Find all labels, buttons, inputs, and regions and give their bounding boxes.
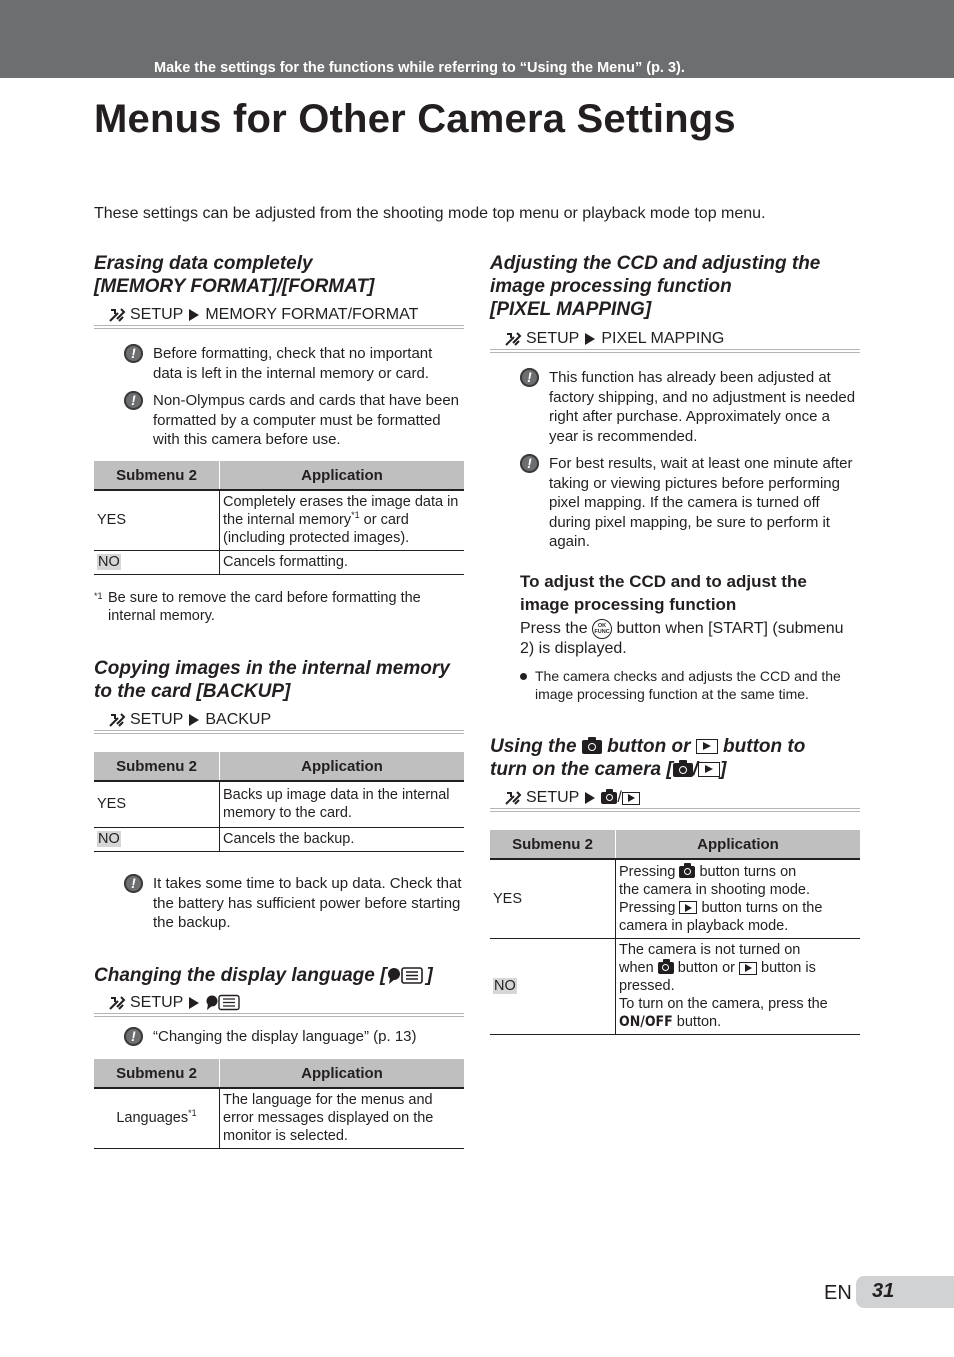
table-row: NO Cancels the backup. [94,827,464,851]
table-header-row: Submenu 2 Application [94,752,464,781]
arrow-right-icon [585,792,595,804]
backup-submenu-table [94,752,464,852]
page-number-tab [856,1276,954,1308]
page-title: Menus for Other Camera Settings [94,97,736,141]
arrow-right-icon [585,333,595,345]
wrench-tool-icon [108,995,126,1011]
language-icon [386,966,426,986]
pixel-mapping-menu-path: SETUP PIXEL MAPPING [490,330,860,353]
arrow-right-icon [189,309,199,321]
camera-icon [601,792,617,804]
pixel-mapping-section-title: Adjusting the CCD and adjusting the image processing function [PIXEL MAPPING] [490,253,821,320]
wrench-tool-icon [108,307,126,323]
backup-menu-path: SETUP BACKUP [94,711,464,734]
ok-func-button-icon: OK FUNC [592,619,612,639]
playback-icon [698,762,720,777]
playback-icon [739,962,757,975]
caution-note: ! Before formatting, check that no important data is left in the internal memory or card. [124,344,464,383]
caution-icon: ! [520,454,539,473]
table-row: YES Completely erases the image data in the internal memory$^{*1}$ or card (including protected images). [94,490,464,550]
bullet-dot [520,673,527,680]
caution-icon: ! [124,344,143,363]
camera-icon [658,962,674,974]
camera-icon [582,740,602,754]
language-code: EN [824,1282,852,1304]
language-submenu-table [94,1059,464,1149]
wrench-tool-icon [504,331,522,347]
table-header-row: Submenu 2 Application [490,830,860,859]
intro-text: These settings can be adjusted from the shooting mode top menu or playback mode top menu. [94,205,766,222]
power-button-section-title: Using the button or button to turn on the camera [ / ] [490,736,806,780]
menu-reference-note: Make the settings for the functions while referring to “Using the Menu” (p. 3). [154,60,685,76]
language-menu-path: SETUP [94,994,464,1017]
playback-icon [622,792,640,805]
footnote: *1 Be sure to remove the card before formatting the internal memory. [94,590,421,624]
table-row: YES Backs up image data in the internal memory to the card. [94,781,464,827]
table-row: NO The camera is not turned on when button or button is pressed. To turn on the camera, press the ON/OFF button. [490,938,860,1034]
bullet-note: The camera checks and adjusts the CCD and the image processing function at the same time. [520,667,860,703]
arrow-right-icon [189,997,199,1009]
camera-icon [673,763,693,777]
procedure-text: Press the OK FUNC button when [START] (submenu 2) is displayed. [520,620,844,657]
playback-icon [679,901,697,914]
language-section-title: Changing the display language [ ] [94,965,433,986]
on-off-button-label: ON/OFF [619,1014,673,1030]
language-icon [205,994,249,1012]
format-section-title: Erasing data completely [MEMORY FORMAT]/[FORMAT] [94,253,375,297]
table-row: YES Pressing button turns on the camera in shooting mode. Pressing button turns on the camera in playback mode. [490,859,860,938]
header-bar [0,0,954,78]
table-header-row: Submenu 2 Application [94,461,464,490]
power-button-menu-path: SETUP / [490,789,860,812]
caution-note: ! This function has already been adjusted at factory shipping, and no adjustment is needed right after purchase. Approximately once a year is recommended. [520,368,860,446]
camera-icon [679,866,695,878]
arrow-right-icon [189,714,199,726]
caution-note: ! Non-Olympus cards and cards that have been formatted by a computer must be formatted with this camera before use. [124,391,464,450]
caution-icon: ! [124,1027,143,1046]
table-row: Languages$^{*1}$ The language for the menus and error messages displayed on the monitor is selected. [94,1088,464,1148]
caution-note: ! For best results, wait at least one minute after taking or viewing pictures before performing pixel mapping. If the camera is turned off during pixel mapping, be sure to perform it again. [520,454,860,552]
table-header-row: Submenu 2 Application [94,1059,464,1088]
caution-note: ! “Changing the display language” (p. 13) [124,1027,464,1047]
table-row: NO Cancels formatting. [94,550,464,574]
format-menu-path: SETUP MEMORY FORMAT/FORMAT [94,306,464,329]
caution-icon: ! [124,874,143,893]
caution-icon: ! [124,391,143,410]
backup-section-title: Copying images in the internal memory to the card [BACKUP] [94,658,450,702]
procedure-heading: To adjust the CCD and to adjust the image processing function [520,572,807,614]
wrench-tool-icon [108,712,126,728]
page-number: 31 [872,1280,895,1302]
wrench-tool-icon [504,790,522,806]
format-submenu-table [94,461,464,575]
playback-icon [696,739,718,754]
caution-icon: ! [520,368,539,387]
caution-note: ! It takes some time to back up data. Check that the battery has sufficient power before starting the backup. [124,874,464,933]
power-button-submenu-table [490,830,860,1035]
